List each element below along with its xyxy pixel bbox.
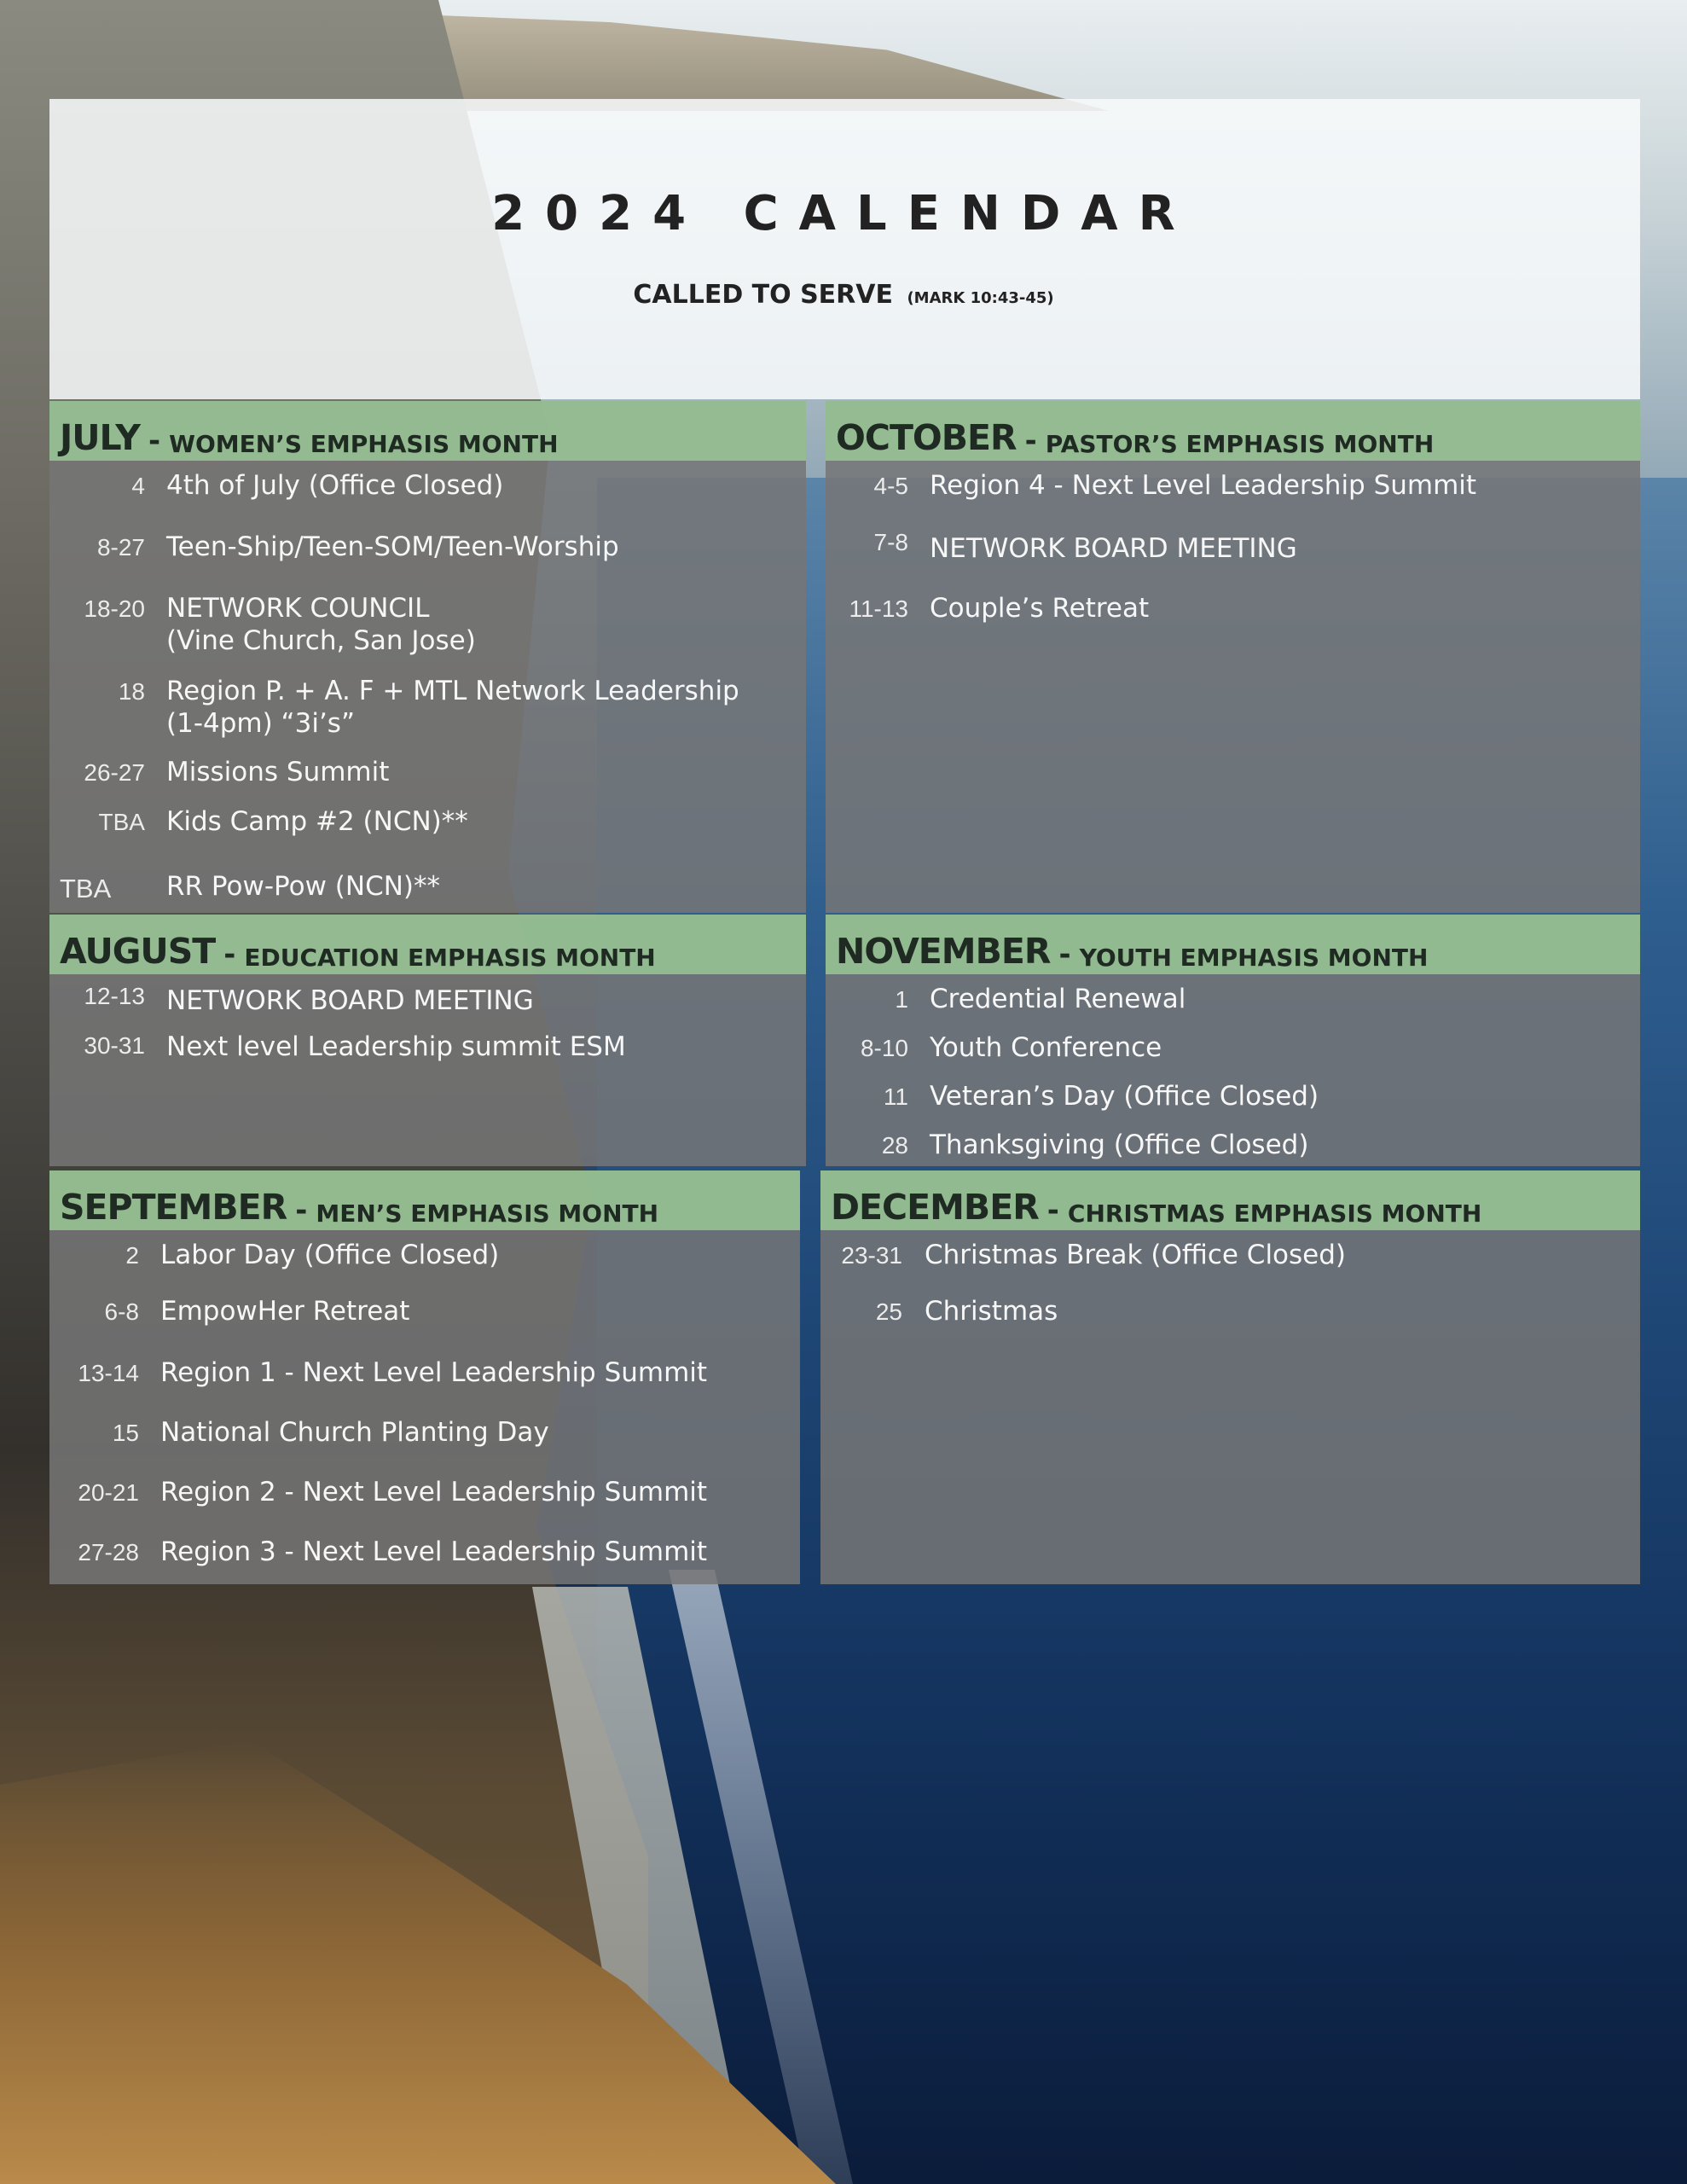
month-emphasis: PASTOR’S EMPHASIS MONTH [1045,430,1435,458]
event-title-line1: NETWORK COUNCIL [166,593,430,624]
event-title: Kids Camp #2 (NCN)** [166,806,468,837]
event-date: 23-31 [841,1242,902,1269]
month-october [826,401,1640,913]
event-title: Youth Conference [930,1032,1162,1063]
scripture-reference: (MARK 10:43-45) [907,289,1054,307]
event-date: 11 [883,1083,908,1110]
month-september [49,1170,800,1584]
event-date: 12-13 [84,983,145,1009]
event-title: Christmas [925,1296,1058,1327]
month-header [49,1170,800,1230]
event-title: Next level Leadership summit ESM [166,1031,626,1062]
month-name: DECEMBER [831,1187,1039,1228]
month-dash: - [1046,1194,1059,1228]
event-date: 27-28 [78,1539,139,1565]
month-name: NOVEMBER [836,931,1051,972]
event-title: 4th of July (Office Closed) [166,470,504,501]
event-date: 30-31 [84,1032,145,1059]
month-august [49,915,806,1166]
month-dash: - [1024,424,1037,458]
event-title [166,592,476,657]
event-date: 2 [125,1242,139,1269]
month-emphasis: MEN’S EMPHASIS MONTH [316,1199,659,1228]
month-dash: - [223,938,236,972]
event-title: Region 1 - Next Level Leadership Summit [160,1357,708,1388]
event-title: Labor Day (Office Closed) [160,1240,500,1270]
month-emphasis: WOMEN’S EMPHASIS MONTH [169,430,559,458]
event-title: Region 4 - Next Level Leadership Summit [930,470,1477,501]
event-date: 26-27 [84,759,145,786]
event-title: Veteran’s Day (Office Closed) [930,1081,1319,1112]
month-dash: - [148,424,161,458]
event-date: 15 [112,1420,139,1446]
event-title: Thanksgiving (Office Closed) [930,1130,1309,1160]
header-panel [49,99,1640,399]
event-date: 7-8 [873,529,908,555]
month-name: OCTOBER [836,417,1017,458]
event-date: 6-8 [104,1298,139,1325]
event-date: 11-13 [849,595,908,622]
month-december [820,1170,1640,1584]
event-date: TBA [60,874,112,903]
event-title: RR Pow-Pow (NCN)** [166,871,441,902]
event-date: 28 [881,1132,908,1159]
page-title: 2024 CALENDAR [491,186,1196,241]
month-dash: - [295,1194,308,1228]
event-date: 20-21 [78,1479,139,1506]
month-header [826,915,1640,974]
month-name: AUGUST [60,931,216,972]
event-date: 25 [875,1298,902,1325]
month-emphasis: CHRISTMAS EMPHASIS MONTH [1067,1199,1482,1228]
event-title: Credential Renewal [930,984,1186,1014]
event-title: NETWORK BOARD MEETING [930,533,1297,564]
event-date: 18 [118,678,145,705]
month-name: SEPTEMBER [60,1187,287,1228]
event-title: National Church Planting Day [160,1417,549,1448]
month-emphasis: EDUCATION EMPHASIS MONTH [244,944,656,972]
page-subtitle [0,280,1687,310]
event-date: 8-27 [96,534,145,561]
event-title: Missions Summit [166,757,390,787]
event-date: TBA [98,809,145,835]
month-header [49,915,806,974]
event-title-line2: (Vine Church, San Jose) [166,625,476,656]
event-title: Region 2 - Next Level Leadership Summit [160,1477,708,1507]
month-header [826,401,1640,461]
month-dash: - [1058,938,1071,972]
event-title: Couple’s Retreat [930,593,1150,624]
subtitle-text: CALLED TO SERVE [633,280,893,310]
month-emphasis: YOUTH EMPHASIS MONTH [1079,944,1429,972]
event-title: EmpowHer Retreat [160,1296,410,1327]
month-name: JULY [60,417,140,458]
event-title: Teen-Ship/Teen-SOM/Teen-Worship [166,531,619,562]
event-title-line1: Region P. + A. F + MTL Network Leadership [166,676,739,706]
event-title-line2: (1-4pm) “3i’s” [166,708,356,739]
event-date: 4-5 [873,473,908,499]
event-date: 18-20 [84,595,145,622]
month-july [49,401,806,913]
month-header [820,1170,1640,1230]
event-date: 8-10 [860,1035,908,1061]
event-date: 1 [895,986,908,1013]
event-title: NETWORK BOARD MEETING [166,985,534,1016]
event-date: 13-14 [78,1360,139,1386]
event-title [166,675,739,740]
event-date: 4 [131,473,145,499]
event-title: Christmas Break (Office Closed) [925,1240,1347,1270]
month-header [49,401,806,461]
month-november [826,915,1640,1166]
event-title: Region 3 - Next Level Leadership Summit [160,1536,708,1567]
